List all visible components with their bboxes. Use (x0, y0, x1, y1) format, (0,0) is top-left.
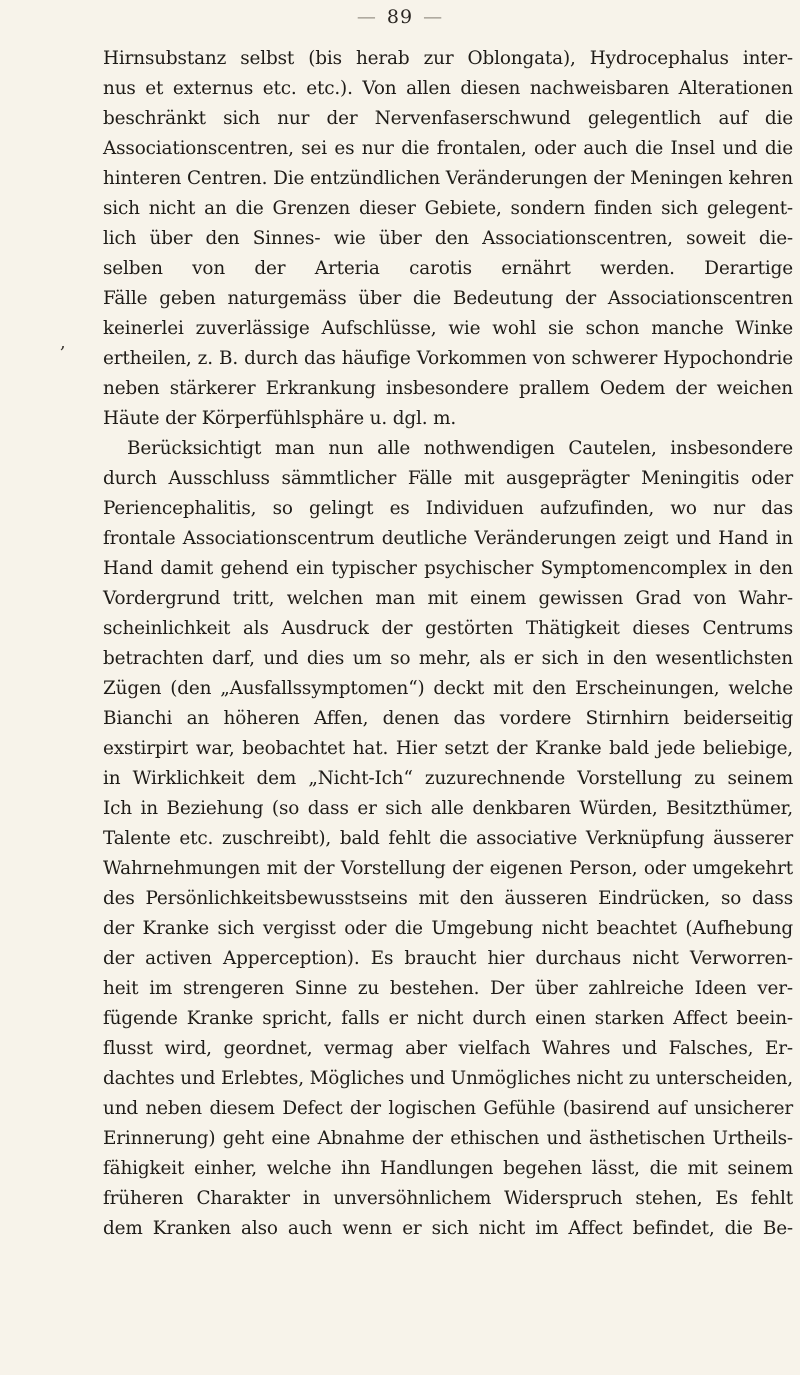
text-line: lich über den Sinnes- wie über den Associationscentren, soweit die- (103, 228, 793, 249)
text-line: heit im strengeren Sinne zu bestehen. Der über zahlreiche Ideen ver- (103, 978, 793, 999)
text-line: Häute der Körperfühlsphäre u. dgl. m. (103, 408, 457, 429)
body-text (103, 44, 793, 1274)
text-line: fähigkeit einher, welche ihn Handlungen begehen lässt, die mit seinem (103, 1158, 793, 1179)
text-line: der activen Apperception). Es braucht hier durchaus nicht Verworren- (103, 948, 793, 969)
text-line: exstirpirt war, beobachtet hat. Hier setzt der Kranke bald jede beliebige, (103, 738, 793, 759)
text-line (103, 1244, 793, 1274)
text-line: nus et externus etc. etc.). Von allen diesen nachweisbaren Alterationen (103, 78, 793, 99)
text-line: ertheilen, z. B. durch das häufige Vorkommen von schwerer Hypochondrie (103, 348, 793, 369)
text-line: und neben diesem Defect der logischen Gefühle (basirend auf unsicherer (103, 1098, 793, 1119)
page-number-header (0, 6, 800, 28)
text-line: Hand damit gehend ein typischer psychischer Symptomencomplex in den (103, 558, 793, 579)
text-line: Associationscentren, sei es nur die frontalen, oder auch die Insel und die (103, 138, 793, 159)
text-line: Hirnsubstanz selbst (bis herab zur Oblongata), Hydrocephalus inter- (103, 48, 793, 69)
text-line: dem Kranken also auch wenn er sich nicht im Affect befindet, die Be- (103, 1218, 793, 1239)
text-line: dachtes und Erlebtes, Mögliches und Unmögliches nicht zu unterscheiden, (103, 1068, 793, 1089)
margin-mark: , (60, 332, 66, 353)
text-line: Zügen (den „Ausfallssymptomen“) deckt mit den Erscheinungen, welche (103, 678, 793, 699)
text-line: selben von der Arteria carotis ernährt werden. Derartige (103, 258, 793, 279)
text-line: scheinlichkeit als Ausdruck der gestörten Thätigkeit dieses Centrums (103, 618, 793, 639)
text-line: hinteren Centren. Die entzündlichen Veränderungen der Meningen kehren (103, 168, 793, 189)
text-line: Talente etc. zuschreibt), bald fehlt die associative Verknüpfung äusserer (103, 828, 793, 849)
text-line: Erinnerung) geht eine Abnahme der ethischen und ästhetischen Urtheils- (103, 1128, 793, 1149)
text-line: der Kranke sich vergisst oder die Umgebung nicht beachtet (Aufhebung (103, 918, 793, 939)
text-line: fügende Kranke spricht, falls er nicht durch einen starken Affect beein- (103, 1008, 793, 1029)
text-line: sich nicht an die Grenzen dieser Gebiete, sondern finden sich gelegent- (103, 198, 793, 219)
text-line: Periencephalitis, so gelingt es Individuen aufzufinden, wo nur das (103, 498, 793, 519)
header-dash-right: — (423, 6, 444, 28)
text-line: Ich in Beziehung (so dass er sich alle denkbaren Würden, Besitzthümer, (103, 798, 793, 819)
text-line: keinerlei zuverlässige Aufschlüsse, wie wohl sie schon manche Winke (103, 318, 793, 339)
text-line: betrachten darf, und dies um so mehr, als er sich in den wesentlichsten (103, 648, 793, 669)
text-line: Wahrnehmungen mit der Vorstellung der eigenen Person, oder umgekehrt (103, 858, 793, 879)
text-line: durch Ausschluss sämmtlicher Fälle mit ausgeprägter Meningitis oder (103, 468, 793, 489)
text-line: des Persönlichkeitsbewusstseins mit den äusseren Eindrücken, so dass (103, 888, 793, 909)
paragraph-start-line: Berücksichtigt man nun alle nothwendigen Cautelen, insbesondere (127, 438, 793, 459)
text-line: früheren Charakter in unversöhnlichem Widerspruch stehen, Es fehlt (103, 1188, 793, 1209)
header-dash-left: — (356, 6, 377, 28)
text-line: neben stärkerer Erkrankung insbesondere prallem Oedem der weichen (103, 378, 793, 399)
text-line: frontale Associationscentrum deutliche Veränderungen zeigt und Hand in (103, 528, 793, 549)
text-line: Fälle geben naturgemäss über die Bedeutung der Associationscentren (103, 288, 793, 309)
text-line: in Wirklichkeit dem „Nicht-Ich“ zuzurechnende Vorstellung zu seinem (103, 768, 793, 789)
text-line: flusst wird, geordnet, vermag aber vielfach Wahres und Falsches, Er- (103, 1038, 793, 1059)
text-line: beschränkt sich nur der Nervenfaserschwund gelegentlich auf die (103, 108, 793, 129)
text-line: Vordergrund tritt, welchen man mit einem gewissen Grad von Wahr- (103, 588, 793, 609)
text-line: Bianchi an höheren Affen, denen das vordere Stirnhirn beiderseitig (103, 708, 793, 729)
page-number: 89 (386, 6, 414, 28)
